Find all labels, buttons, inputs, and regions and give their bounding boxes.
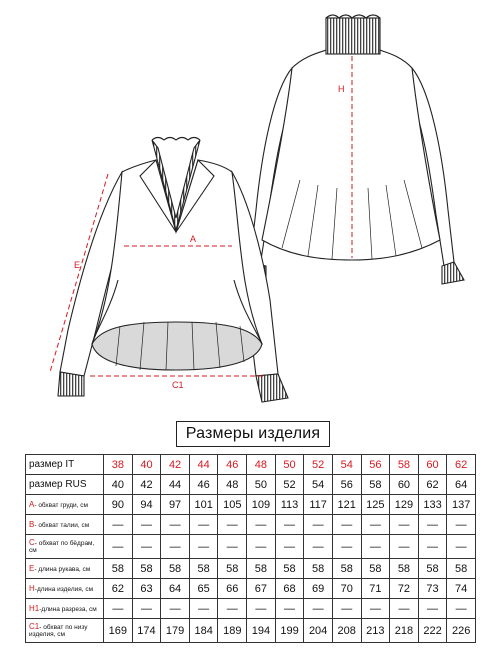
table-cell: 204 xyxy=(304,619,333,643)
table-cell: 64 xyxy=(447,475,476,495)
row-label xyxy=(26,475,104,495)
table-cell: 42 xyxy=(132,475,161,495)
table-cell: — xyxy=(275,515,304,535)
table-cell: — xyxy=(332,515,361,535)
table-cell: — xyxy=(104,599,133,619)
table-cell: — xyxy=(132,515,161,535)
table-cell: 226 xyxy=(447,619,476,643)
front-view xyxy=(58,138,288,403)
table-cell: — xyxy=(390,515,419,535)
table-cell: 52 xyxy=(304,455,333,475)
table-cell: 222 xyxy=(418,619,447,643)
table-cell: 194 xyxy=(247,619,276,643)
row-code: A xyxy=(29,499,35,509)
table-cell: 74 xyxy=(447,579,476,599)
table-cell: 117 xyxy=(304,495,333,515)
table-row xyxy=(26,619,476,643)
row-label-text: - длина рукава, см xyxy=(34,565,91,573)
table-cell: — xyxy=(161,515,190,535)
table-cell: 90 xyxy=(104,495,133,515)
table-cell: 46 xyxy=(218,455,247,475)
table-cell: — xyxy=(361,535,390,559)
table-cell: — xyxy=(275,535,304,559)
row-code: C xyxy=(29,538,35,547)
table-cell: 58 xyxy=(189,559,218,579)
table-cell: — xyxy=(390,535,419,559)
label-h: H xyxy=(338,84,345,94)
table-cell: 169 xyxy=(104,619,133,643)
table-cell: 48 xyxy=(218,475,247,495)
row-label-text: размер RUS xyxy=(29,479,87,490)
table-cell: — xyxy=(104,515,133,535)
table-cell: 101 xyxy=(189,495,218,515)
table-cell: — xyxy=(447,599,476,619)
table-cell: — xyxy=(247,515,276,535)
row-label-text: размер IT xyxy=(29,459,75,470)
row-label-text: - обхват груди, см xyxy=(34,501,89,509)
table-cell: — xyxy=(332,599,361,619)
row-label-text: - обхват талии, см xyxy=(34,521,90,529)
table-cell: 62 xyxy=(104,579,133,599)
table-cell: 60 xyxy=(390,475,419,495)
table-cell: 42 xyxy=(161,455,190,475)
table-cell: 64 xyxy=(161,579,190,599)
table-cell: 44 xyxy=(189,455,218,475)
row-label xyxy=(26,619,104,643)
label-c1: C1 xyxy=(172,380,184,390)
table-row xyxy=(26,495,476,515)
table-cell: 69 xyxy=(304,579,333,599)
table-cell: — xyxy=(247,535,276,559)
table-cell: — xyxy=(390,599,419,619)
table-cell: 38 xyxy=(104,455,133,475)
table-cell: 58 xyxy=(304,559,333,579)
table-cell: — xyxy=(218,515,247,535)
table-cell: — xyxy=(161,535,190,559)
row-label xyxy=(26,515,104,535)
table-cell: — xyxy=(418,599,447,619)
table-cell: 68 xyxy=(275,579,304,599)
table-cell: 54 xyxy=(304,475,333,495)
table-cell: 50 xyxy=(275,455,304,475)
table-cell: 97 xyxy=(161,495,190,515)
table-cell: 109 xyxy=(247,495,276,515)
table-cell: 121 xyxy=(332,495,361,515)
table-cell: 71 xyxy=(361,579,390,599)
row-label xyxy=(26,455,104,475)
table-cell: — xyxy=(447,515,476,535)
table-cell: 94 xyxy=(132,495,161,515)
table-cell: 58 xyxy=(447,559,476,579)
table-cell: 58 xyxy=(361,559,390,579)
table-cell: 58 xyxy=(218,559,247,579)
table-cell: 66 xyxy=(218,579,247,599)
table-cell: 58 xyxy=(275,559,304,579)
table-cell: 40 xyxy=(132,455,161,475)
table-cell: — xyxy=(304,515,333,535)
table-cell: — xyxy=(361,599,390,619)
row-label xyxy=(26,559,104,579)
table-cell: — xyxy=(361,515,390,535)
table-cell: — xyxy=(189,535,218,559)
table-cell: — xyxy=(161,599,190,619)
table-cell: — xyxy=(218,599,247,619)
table-cell: 70 xyxy=(332,579,361,599)
table-cell: — xyxy=(275,599,304,619)
row-label xyxy=(26,495,104,515)
table-row xyxy=(26,599,476,619)
table-cell: — xyxy=(189,515,218,535)
row-label-text: -длина изделия, см xyxy=(34,585,94,593)
table-cell: 56 xyxy=(332,475,361,495)
table-cell: 48 xyxy=(247,455,276,475)
row-code: H1 xyxy=(29,603,40,613)
table-cell: — xyxy=(418,535,447,559)
row-code: B xyxy=(29,519,35,529)
table-cell: 58 xyxy=(390,559,419,579)
back-view xyxy=(246,15,464,284)
table-cell: 72 xyxy=(390,579,419,599)
row-label-text: - обхват по бёдрам, см xyxy=(29,540,95,554)
table-cell: 52 xyxy=(275,475,304,495)
table-cell: 60 xyxy=(418,455,447,475)
table-cell: 67 xyxy=(247,579,276,599)
table-cell: — xyxy=(104,535,133,559)
table-cell: 65 xyxy=(189,579,218,599)
table-cell: 58 xyxy=(332,559,361,579)
table-cell: 213 xyxy=(361,619,390,643)
row-label-text: - обхват по низу изделия, см xyxy=(29,624,88,638)
table-row xyxy=(26,515,476,535)
table-cell: 125 xyxy=(361,495,390,515)
table-cell: — xyxy=(304,535,333,559)
table-cell: 56 xyxy=(361,455,390,475)
table-cell: 129 xyxy=(390,495,419,515)
table-cell: 199 xyxy=(275,619,304,643)
table-cell: 105 xyxy=(218,495,247,515)
table-cell: — xyxy=(418,515,447,535)
table-cell: 46 xyxy=(189,475,218,495)
table-cell: 137 xyxy=(447,495,476,515)
label-e: E xyxy=(74,260,81,270)
table-cell: 44 xyxy=(161,475,190,495)
table-cell: 58 xyxy=(361,475,390,495)
table-cell: 179 xyxy=(161,619,190,643)
table-cell: 63 xyxy=(132,579,161,599)
table-row xyxy=(26,475,476,495)
table-cell: 208 xyxy=(332,619,361,643)
table-row xyxy=(26,455,476,475)
row-code: E xyxy=(29,563,35,573)
table-cell: — xyxy=(304,599,333,619)
table-cell: 40 xyxy=(104,475,133,495)
table-cell: 184 xyxy=(189,619,218,643)
table-cell: 58 xyxy=(132,559,161,579)
table-cell: — xyxy=(218,535,247,559)
table-cell: 218 xyxy=(390,619,419,643)
table-cell: 73 xyxy=(418,579,447,599)
table-cell: 174 xyxy=(132,619,161,643)
row-label-text: -длина разреза, см xyxy=(39,605,97,613)
table-cell: 58 xyxy=(161,559,190,579)
table-row xyxy=(26,559,476,579)
table-cell: — xyxy=(189,599,218,619)
table-row xyxy=(26,535,476,559)
table-cell: — xyxy=(332,535,361,559)
table-cell: 62 xyxy=(418,475,447,495)
table-row xyxy=(26,579,476,599)
table-cell: 54 xyxy=(332,455,361,475)
table-cell: 58 xyxy=(247,559,276,579)
row-label xyxy=(26,599,104,619)
table-cell: 189 xyxy=(218,619,247,643)
size-table xyxy=(25,454,476,643)
table-cell: 58 xyxy=(390,455,419,475)
table-cell: — xyxy=(247,599,276,619)
row-code: C1 xyxy=(29,622,40,631)
table-cell: 113 xyxy=(275,495,304,515)
row-label xyxy=(26,535,104,559)
table-cell: 62 xyxy=(447,455,476,475)
table-cell: 58 xyxy=(104,559,133,579)
row-code: H xyxy=(29,583,35,593)
label-a: A xyxy=(190,234,197,244)
row-label xyxy=(26,579,104,599)
table-cell: — xyxy=(447,535,476,559)
table-cell: 58 xyxy=(418,559,447,579)
table-cell: — xyxy=(132,599,161,619)
table-cell: 133 xyxy=(418,495,447,515)
table-cell: 50 xyxy=(247,475,276,495)
table-cell: — xyxy=(132,535,161,559)
size-table-body xyxy=(26,455,476,643)
table-title: Размеры изделия xyxy=(176,421,330,447)
